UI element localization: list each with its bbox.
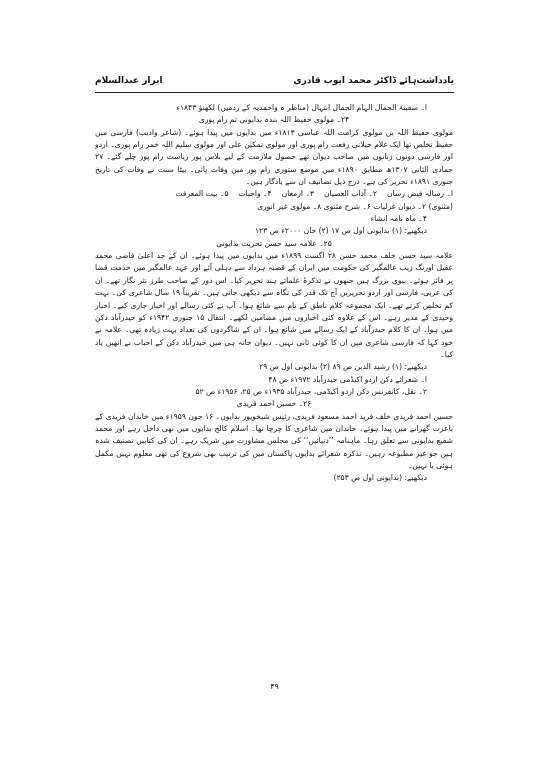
reference-25: دیکھیے: (۱) رشید الدین ص ۸۹ (۲) بدایونی اول ص ۲۹ (258, 362, 427, 372)
biography-paragraph-25: علامہ سید حسن خلف محمد حسن ۲۸ اگست ۱۸۹۹ء میں بدایوں میں پیدا ہوئے۔ ان کے جد اعلیٰ قاضی محمد عقیل اورنگ زیب عالمگیر کی حکومت میں ایران کے قصبہ ہرداد سے دہلی آئے اور عہد عالمگیر میں خدمت قضا پر فائز ہوئے۔ بیوی بزرگ ہیں جنھوں نے تذکرۂ علمائے ہند تحریر کیا۔ اس دور کے صاحب طرز نثر نگار تھے۔ ان کی عربی، فارسی اور اردو تحریریں آج تک قدر کی نگاہ سے دیکھی جاتی ہیں۔ تقریباً ۱۹ سال شاعری کی۔ بہت کم تخلص کرتے تھے۔ ایک مجموعہ کلام ناطق کے نام سے شائع ہوا۔ آپ نے کئی رسالے اور اخبار جاری کیے۔ اخبار وحیدی کے مدیر رہے۔ اس کے علاوہ کئی اخباروں میں مضامین لکھے۔ انتقال ۱۵ جنوری ۱۹۴۲ء کو حیدرآباد دکن میں ہوا۔ ان کا کلام حیدرآباد کے ایک رسالے میں شائع ہوا۔ ان کے شاگردوں کی تعداد بہت زیادہ تھی۔ علامہ نے خود کہا کہ فارسی شاعری میں ان کا کوئی ثانی نہیں۔ دیوان خانہ ہی میں حیدرآباد دکن کے احباب نے انھیں یاد کیا۔ (95, 251, 454, 359)
work-item: ۳۔ ارمغان (281, 189, 314, 199)
page-header (95, 76, 454, 90)
reference-26: دیکھیے: (بدایونی اول ص ۲۵۳) (333, 473, 427, 483)
running-author: ابرار عبدالسلام (95, 76, 163, 86)
biography-paragraph-26: حسین احمد فریدی خلف فرید احمد مسعود فریدی، رئیس شیخوپور بدایوں۔ ۱۶ جون ۱۹۵۹ء میں خاندان فریدی کے باعزت گھرانے میں پیدا ہوئے۔ خاندان میں شاعری کا چرچا تھا۔ اسلام کالج بدایوں میں بھی داخل رہے اور محمد شفیع بدایونی سے تعلق رہا۔ ماہنامہ ’’دنیائیں‘‘ کی مجلس مشاورت میں شریک رہے۔ ان کی کتابیں تصنیف شدہ ہیں جو غیر مطبوعہ رہیں۔ تذکرہ شعرائے بدایوں پاکستان میں کی ترتیب بھی شروع کی تھی معلوم نہیں مکمل ہوئی یا نہیں۔ (95, 411, 453, 470)
entry-heading-24: ۲۴۔ مولوی حفیظ اللہ بندہ بدایونی ثم رام پوری (198, 115, 350, 125)
entry-heading-26: ۲۶۔ حسین احمد فریدی (236, 399, 312, 409)
page-body (95, 102, 453, 485)
work-item: ۵۔ بیت المعرفت (175, 189, 229, 199)
work-item: ا۔ رسالہ فیض رساں (386, 189, 453, 199)
entry-heading-25: ۲۵۔ علامہ سید حسن تحریت بدایونی (216, 238, 332, 248)
work-item: ۲۔ آداب العصیان (323, 189, 377, 199)
header-rule (95, 92, 454, 93)
biography-paragraph-24: مولوی حفیظ اللہ بن مولوی کرامت اللہ عباسی ۱۸۱۳ء میں بدایوں میں پیدا ہوئے۔ (شاعر وادیب) فارسی میں حفیظ تخلص تھا ایک غلام جیلانی رفعت رام پوری اور مولوی تمکین علی اور مولوی سلیم اللہ خمر رام پوری۔ اردو اور فارسی دونوں زبانوں میں صاحب دیوان تھے حصول ملازمت کے لیے بلاس پور ریاست رام پور چلے گئے۔ ۲۷ جمادی الثانی ۱۳۰۷ھ مطابق ۱۸۹۰ء میں موضع ستوری رام پور میں وفات پائی۔ بیٹا سنت نے وفات کی تاریخ جنوری ۱۸۹۱ء تحریر کی ہے۔ درج ذیل تصانیف ان سے یادگار ہیں۔ (95, 127, 454, 187)
bibliography-entry: ا۔ سفینۃ الجمال الہام الجمال ابتہال (مناظر ہ واحمدیہ کے ردمیں) لکھنؤ ۱۸۴۳ء (176, 103, 427, 112)
page-number: ۴۹ (270, 682, 279, 691)
reference-25: ا۔ شعرائے دکن اردو اکیڈمی حیدرآباد ۱۹۷۲ء ص ۴۸ (268, 374, 427, 384)
reference-24: دیکھیے: (۱) بدایونی اول ص ۱۷ (۲) خان ۲۰۰۰ء ص ۱۲۳ (255, 226, 427, 236)
works-line: ۴۔ ماہ نامہ انشاء (370, 214, 427, 224)
works-list-line: (مثنوی) ۲۔ دیوان غزلیات ۶۔ شرح مثنوی ۸۔ مولوی غیر انوری (257, 201, 453, 211)
work-item: ۴۔ واجبات (238, 189, 272, 199)
works-list (95, 188, 453, 200)
running-title: یادداشت‌ہائے ڈاکٹر محمد ایوب قادری (293, 76, 454, 86)
reference-25: ۲۔ نقل، کانفرنس دکن اردو اکیڈمی، حیدرآباد ۱۹۳۵ء ص ۲۵، ۱۹۵۶ء ص ۵۲ (195, 386, 427, 396)
